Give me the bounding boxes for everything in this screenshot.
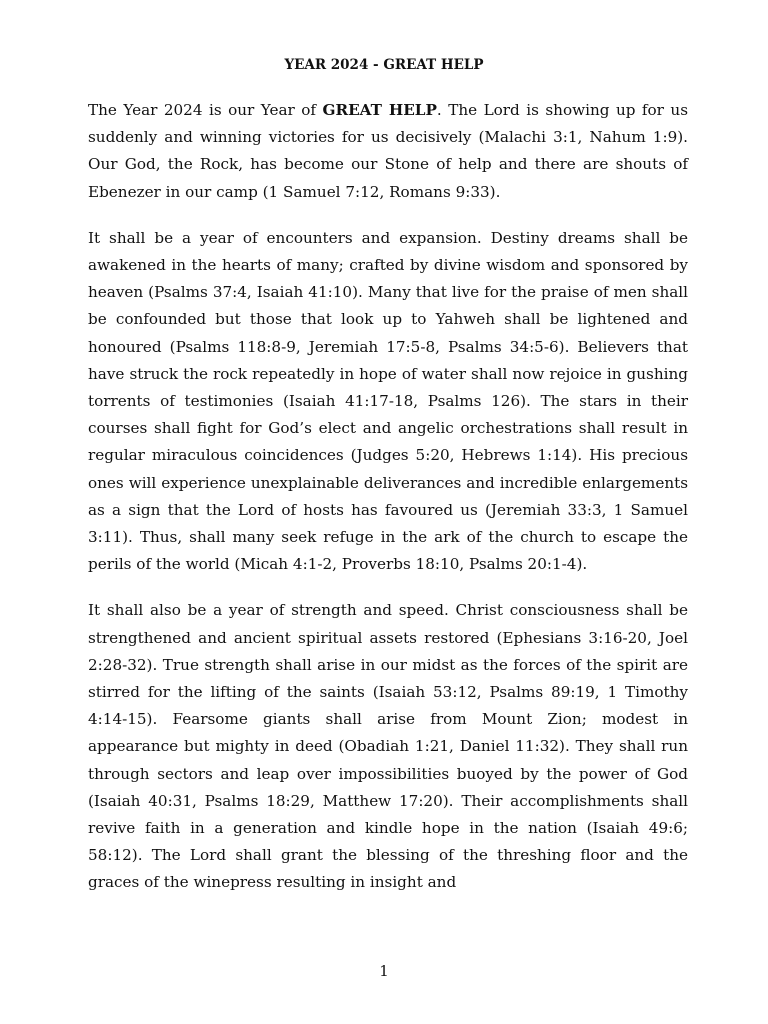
paragraph-1-lead: The Year 2024 is our Year of (88, 101, 323, 119)
page-number: 1 (379, 962, 389, 980)
document-body (88, 97, 688, 916)
paragraph-1 (88, 97, 688, 206)
document-title: YEAR 2024 - GREAT HELP (284, 57, 484, 73)
paragraph-1-rest: . The Lord is showing up for us suddenly and winning victories for us decisively (Malachi 3:1, Nahum 1:9). Our God, the Rock, has become our Stone of help and there are shouts of Ebenezer in our camp (1 Samuel 7:12, Romans 9:33). (88, 101, 688, 201)
paragraph-1-emphasis: GREAT HELP (322, 101, 437, 119)
paragraph-2: It shall be a year of encounters and expansion. Destiny dreams shall be awakened in the hearts of many; crafted by divine wisdom and sponsored by heaven (Psalms 37:4, Isaiah 41:10). Many that live for the praise of men shall be confounded but those that look up to Yahweh shall be lightened and honoured (Psalms 118:8-9, Jeremiah 17:5-8, Psalms 34:5-6). Believers that have struck the rock repeatedly in hope of water shall now rejoice in gushing torrents of testimonies (Isaiah 41:17-18, Psalms 126). The stars in their courses shall fight for God’s elect and angelic orchestrations shall result in regular miraculous coincidences (Judges 5:20, Hebrews 1:14). His precious ones will experience unexplainable deliverances and incredible enlargements as a sign that the Lord of hosts has favoured us (Jeremiah 33:3, 1 Samuel 3:11). Thus, shall many seek refuge in the ark of the church to escape the perils of the world (Micah 4:1-2, Proverbs 18:10, Psalms 20:1-4). (88, 228, 688, 574)
paragraph-3: It shall also be a year of strength and speed. Christ consciousness shall be strengthened and ancient spiritual assets restored (Ephesians 3:16-20, Joel 2:28-32). True strength shall arise in our midst as the forces of the spirit are stirred for the lifting of the saints (Isaiah 53:12, Psalms 89:19, 1 Timothy 4:14-15). Fearsome giants shall arise from Mount Zion; modest in appearance but mighty in deed (Obadiah 1:21, Daniel 11:32). They shall run through sectors and leap over impossibilities buoyed by the power of God (Isaiah 40:31, Psalms 18:29, Matthew 17:20). Their accomplishments shall revive faith in a generation and kindle hope in the nation (Isaiah 49:6; 58:12). The Lord shall grant the blessing of the threshing floor and the graces of the winepress resulting in insight and (88, 601, 688, 892)
